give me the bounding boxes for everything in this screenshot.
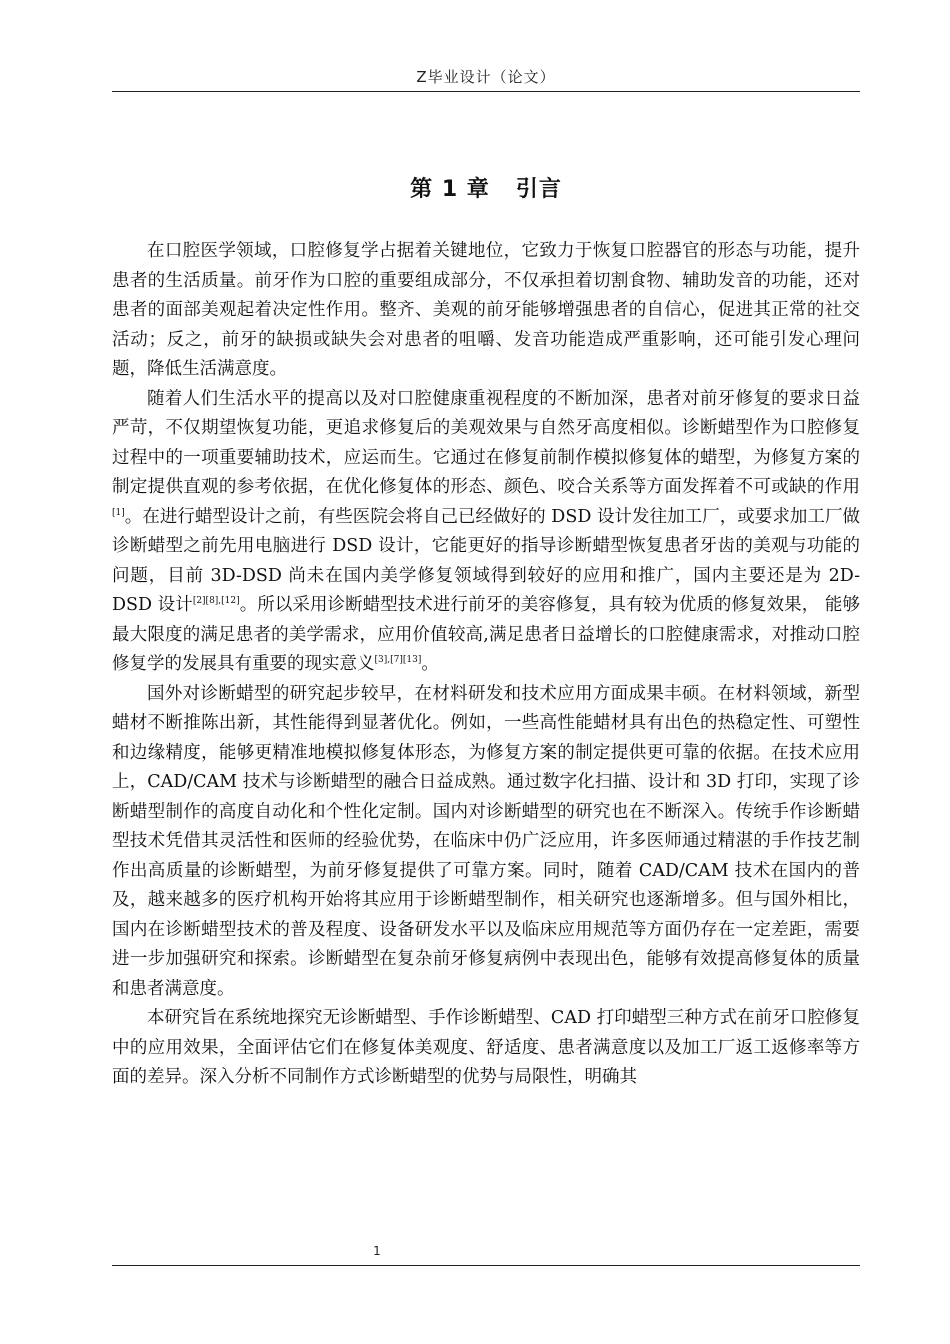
footer-rule: [112, 1265, 860, 1266]
citation: [2][8],[12]: [192, 596, 240, 607]
paragraph-1: 在口腔医学领域，口腔修复学占据着关键地位，它致力于恢复口腔器官的形态与功能，提升患者的生活质量。前牙作为口腔的重要组成部分，不仅承担着切割食物、辅助发音的功能，还对患者的面部美观起着决定性作用。整齐、美观的前牙能够增强患者的自信心，促进其正常的社交活动；反之，前牙的缺损或缺失会对患者的咀嚼、发音功能造成严重影响，还可能引发心理问题，降低生活满意度。: [112, 241, 860, 379]
chapter-body: [112, 237, 860, 1093]
paragraph-2: 随着人们生活水平的提高以及对口腔健康重视程度的不断加深，患者对前牙修复的要求日益严苛，不仅期望恢复功能，更追求修复后的美观效果与自然牙高度相似。诊断蜡型作为口腔修复过程中的一项重要辅助技术，应运而生。它通过在修复前制作模拟修复体的蜡型，为修复方案的制定提供直观的参考依据，在优化修复体的形态、颜色、咬合关系等方面发挥着不可或缺的作用[1]。在进行蜡型设计之前，有些医院会将自己已经做好的 DSD 设计发往加工厂，或要求加工厂做诊断蜡型之前先用电脑进行 DSD 设计，它能更好的指导诊断蜡型恢复患者牙齿的美观与功能的问题，目前 3D-DSD 尚未在国内美学修复领域得到较好的应用和推广，国内主要还是为 2D-DSD 设计[2][8],[12]。所以采用诊断蜡型技术进行前牙的美容修复，具有较为优质的修复效果， 能够最大限度的满足患者的美学需求，应用价值较高,满足患者日益增长的口腔健康需求，对推动口腔修复学的发展具有重要的现实意义[3],[7][13]。: [112, 388, 860, 674]
page-number: 1: [373, 1244, 381, 1258]
paragraph-4: 本研究旨在系统地探究无诊断蜡型、手作诊断蜡型、CAD 打印蜡型三种方式在前牙口腔修复中的应用效果，全面评估它们在修复体美观度、舒适度、患者满意度以及加工厂返工返修率等方面的差异。深入分析不同制作方式诊断蜡型的优势与局限性，明确其: [112, 1008, 860, 1087]
chapter-title: [112, 172, 860, 203]
page-header: Z毕业设计（论文）: [416, 68, 556, 86]
citation: [1]: [112, 507, 125, 518]
chapter-name: 引言: [515, 177, 562, 202]
header-rule: [112, 91, 860, 92]
chapter-number: 第 1 章: [410, 177, 490, 202]
paragraph-3: 国外对诊断蜡型的研究起步较早，在材料研发和技术应用方面成果丰硕。在材料领域，新型蜡材不断推陈出新，其性能得到显著优化。例如，一些高性能蜡材具有出色的热稳定性、可塑性和边缘精度，能够更精准地模拟修复体形态，为修复方案的制定提供更可靠的依据。在技术应用上，CAD/CAM 技术与诊断蜡型的融合日益成熟。通过数字化扫描、设计和 3D 打印，实现了诊断蜡型制作的高度自动化和个性化定制。国内对诊断蜡型的研究也在不断深入。传统手作诊断蜡型技术凭借其灵活性和医师的经验优势，在临床中仍广泛应用，许多医师通过精湛的手作技艺制作出高质量的诊断蜡型，为前牙修复提供了可靠方案。同时，随着 CAD/CAM 技术在国内的普及，越来越多的医疗机构开始将其应用于诊断蜡型制作，相关研究也逐渐增多。但与国外相比，国内在诊断蜡型技术的普及程度、设备研发水平以及临床应用规范等方面仍存在一定差距，需要进一步加强研究和探索。诊断蜡型在复杂前牙修复病例中表现出色，能够有效提高修复体的质量和患者满意度。: [112, 683, 860, 999]
citation: [3],[7][13]: [374, 655, 422, 666]
